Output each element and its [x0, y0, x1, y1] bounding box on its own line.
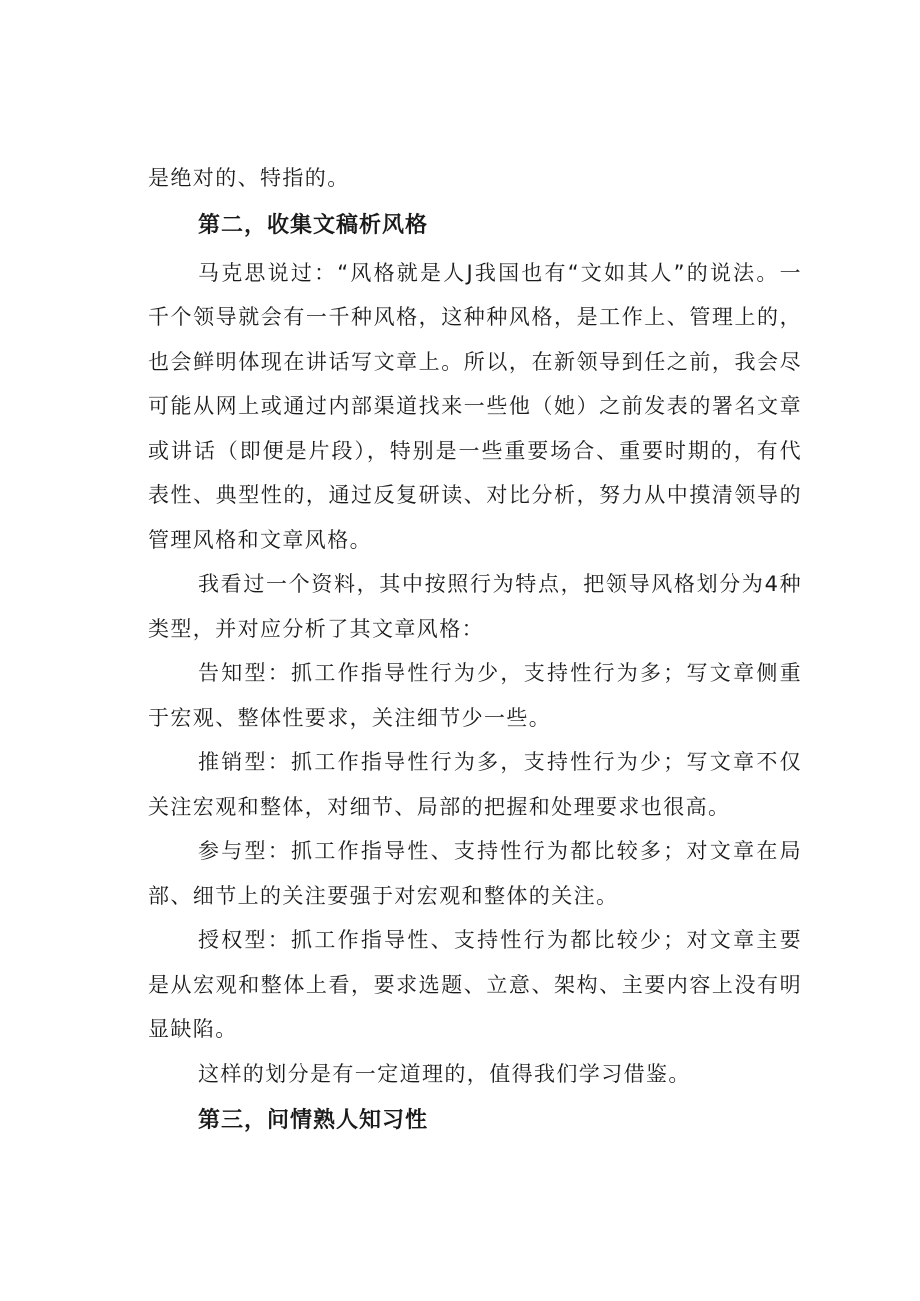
section-heading-2: 第二，收集文稿析风格	[198, 212, 429, 238]
paragraph-selling-type: 推销型：抓工作指导性行为多，支持性行为少；写文章不仅关注宏观和整体，对细节、局部的把握和处理要求也很高。	[148, 750, 802, 819]
paragraph-delegating-type: 授权型：抓工作指导性、支持性行为都比较少；对文章主要是从宏观和整体上看，要求选题、立意、架构、主要内容上没有明显缺陷。	[148, 928, 802, 1041]
paragraph-four-types-intro: 我看过一个资料，其中按照行为特点，把领导风格划分为4种类型，并对应分析了其文章风格：	[148, 572, 802, 641]
document-body	[148, 156, 802, 1146]
paragraph-telling-type: 告知型：抓工作指导性行为少，支持性行为多；写文章侧重于宏观、整体性要求，关注细节少一些。	[148, 661, 802, 730]
paragraph-continuation: 是绝对的、特指的。	[148, 166, 350, 190]
paragraph-marx-quote: 马克思说过：“风格就是人J我国也有“文如其人”的说法。一千个领导就会有一千种风格，这种种风格，是工作上、管理上的，也会鲜明体现在讲话写文章上。所以，在新领导到任之前，我会尽可能从网上或通过内部渠道找来一些他（她）之前发表的署名文章或讲话（即便是片段），特别是一些重要场合、重要时期的，有代表性、典型性的，通过反复研读、对比分析，努力从中摸清领导的管理风格和文章风格。	[148, 260, 802, 552]
section-heading-3: 第三，问情熟人知习性	[198, 1108, 429, 1133]
paragraph-conclusion: 这样的划分是有一定道理的，值得我们学习借鉴。	[198, 1061, 691, 1086]
paragraph-participating-type: 参与型：抓工作指导性、支持性行为都比较多；对文章在局部、细节上的关注要强于对宏观和整体的关注。	[148, 839, 802, 908]
